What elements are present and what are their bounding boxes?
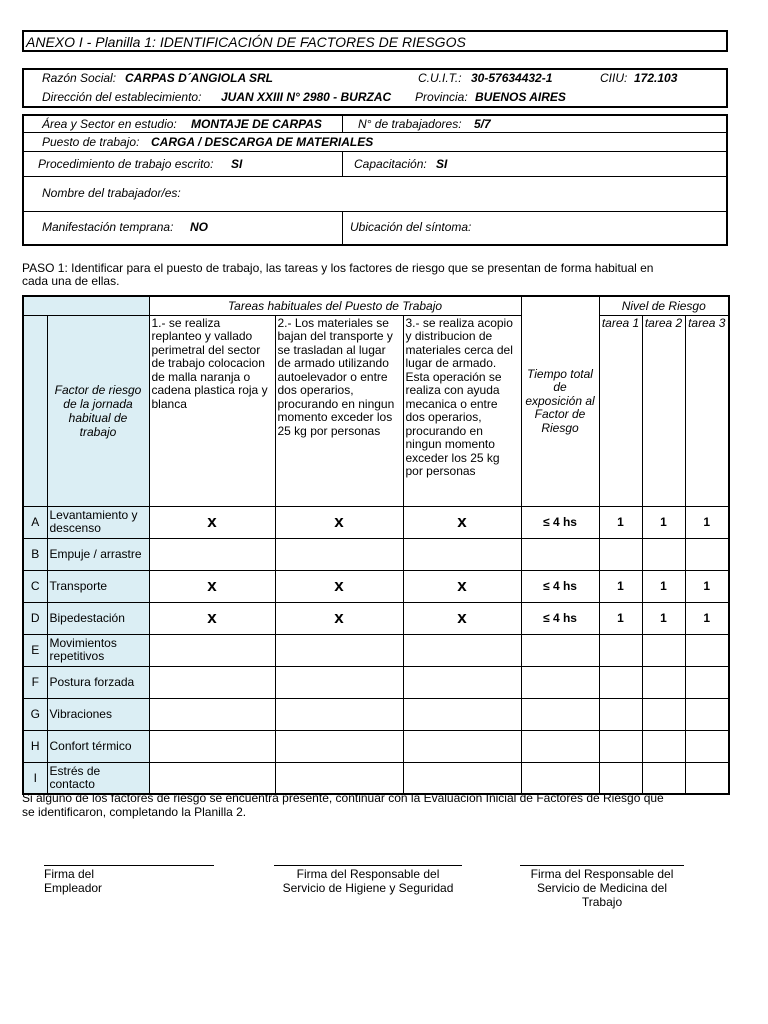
signature-medicina-line1: Firma del Responsable del	[530, 867, 674, 881]
table-row	[23, 698, 729, 730]
task-2-description: 2.- Los materiales se bajan del transporte y se trasladan al lugar de armado utilizando autoelevador o entre dos operarios, procurando en ningun momento exceder los 25 kg por personas	[275, 315, 403, 506]
task-mark	[275, 538, 403, 570]
nivel-value: 1	[599, 570, 642, 602]
task-mark	[403, 538, 521, 570]
task-mark	[149, 666, 275, 698]
nivel-value	[642, 762, 685, 794]
signature-line-higiene	[274, 865, 462, 866]
tiempo-value	[521, 634, 599, 666]
nivel-value: 1	[685, 602, 729, 634]
nivel-value	[599, 666, 642, 698]
table-row	[23, 762, 729, 794]
procedimiento-label: Procedimiento de trabajo escrito:	[38, 157, 214, 171]
row-letter: G	[23, 698, 47, 730]
tiempo-value	[521, 538, 599, 570]
tiempo-value	[521, 762, 599, 794]
nivel-value	[642, 666, 685, 698]
nivel-value	[642, 730, 685, 762]
task-mark: x	[275, 570, 403, 602]
signature-medicina-line2: Servicio de Medicina del	[536, 881, 668, 895]
footnote	[22, 792, 664, 819]
table-row	[23, 538, 729, 570]
nivel-value	[685, 762, 729, 794]
nivel-col-tarea1: tarea 1	[599, 315, 642, 506]
factor-name: Estrés de contacto	[47, 762, 149, 794]
factor-name: Postura forzada	[47, 666, 149, 698]
provincia-value: BUENOS AIRES	[475, 90, 566, 104]
row-letter: D	[23, 602, 47, 634]
signature-higiene	[268, 867, 468, 895]
ciiu-label: CIIU:	[600, 71, 628, 85]
row-letter: F	[23, 666, 47, 698]
task-mark: x	[403, 602, 521, 634]
factor-name: Empuje / arrastre	[47, 538, 149, 570]
row-letter: E	[23, 634, 47, 666]
tiempo-header: Tiempo total de exposición al Factor de Riesgo	[521, 296, 599, 506]
nivel-value: 1	[599, 602, 642, 634]
nivel-value: 1	[642, 602, 685, 634]
direccion-label: Dirección del establecimiento:	[42, 90, 202, 104]
divider	[24, 132, 726, 133]
paso1-line1: PASO 1: Identificar para el puesto de trabajo, las tareas y los factores de riesgo que se presentan de forma habitual en	[22, 261, 654, 275]
area-value: MONTAJE DE CARPAS	[191, 117, 322, 131]
nivel-col-tarea3: tarea 3	[685, 315, 729, 506]
tiempo-value	[521, 698, 599, 730]
task-mark: x	[149, 570, 275, 602]
manifestacion-label: Manifestación temprana:	[42, 220, 174, 234]
provincia-label: Provincia:	[415, 90, 468, 104]
nivel-value	[642, 634, 685, 666]
puesto-label: Puesto de trabajo:	[42, 135, 140, 149]
tiempo-value	[521, 666, 599, 698]
factor-name: Transporte	[47, 570, 149, 602]
task-mark	[403, 698, 521, 730]
row-letter: C	[23, 570, 47, 602]
nivel-col-tarea2: tarea 2	[642, 315, 685, 506]
ubicacion-label: Ubicación del síntoma:	[350, 220, 472, 234]
task-mark	[275, 762, 403, 794]
razon-social-value: CARPAS D´ANGIOLA SRL	[125, 71, 273, 85]
tiempo-value: ≤ 4 hs	[521, 602, 599, 634]
task-mark: x	[149, 506, 275, 538]
factor-name: Bipedestación	[47, 602, 149, 634]
task-mark	[275, 666, 403, 698]
signature-empleador	[44, 867, 144, 895]
nivel-value	[599, 762, 642, 794]
row-letter: A	[23, 506, 47, 538]
factor-name: Confort térmico	[47, 730, 149, 762]
tiempo-value	[521, 730, 599, 762]
task-mark	[149, 538, 275, 570]
signature-higiene-line2: Servicio de Higiene y Seguridad	[282, 881, 454, 895]
divider	[342, 151, 343, 176]
row-letter: I	[23, 762, 47, 794]
manifestacion-value: NO	[190, 220, 208, 234]
task-3-description: 3.- se realiza acopio y distribucion de materiales cerca del lugar de armado. Esta operación se realiza con ayuda mecanica o entre dos operarios, procurando en ningun momento exceder los 25 kg por personas	[403, 315, 521, 506]
task-mark	[275, 698, 403, 730]
nivel-value	[685, 666, 729, 698]
nivel-value	[685, 538, 729, 570]
divider	[24, 151, 726, 152]
tareas-header: Tareas habituales del Puesto de Trabajo	[149, 296, 521, 315]
procedimiento-value: SI	[231, 157, 243, 171]
razon-social-label: Razón Social:	[42, 71, 117, 85]
row-letter: B	[23, 538, 47, 570]
table-row	[23, 570, 729, 602]
nivel-value	[685, 634, 729, 666]
factor-header: Factor de riesgo de la jornada habitual de trabajo	[47, 315, 149, 506]
footnote-line2: se identificaron, completando la Planilla 2.	[22, 804, 247, 819]
nivel-header: Nivel de Riesgo	[599, 296, 729, 315]
trabajadores-value: 5/7	[474, 117, 491, 131]
nivel-value	[642, 698, 685, 730]
risk-factor-table	[22, 295, 730, 795]
tiempo-value: ≤ 4 hs	[521, 570, 599, 602]
table-row	[23, 634, 729, 666]
paso1-line2: cada una de ellas.	[22, 274, 120, 288]
table-row	[23, 602, 729, 634]
signature-medicina-line3: Trabajo	[581, 895, 623, 909]
nivel-value	[599, 730, 642, 762]
company-info-box	[22, 68, 728, 108]
task-mark	[403, 730, 521, 762]
task-1-description: 1.- se realiza replanteo y vallado perimetral del sector de trabajo colocacion de malla naranja o cadena plastica roja y blanca	[149, 315, 275, 506]
task-mark	[149, 634, 275, 666]
row-letter: H	[23, 730, 47, 762]
tiempo-value: ≤ 4 hs	[521, 506, 599, 538]
task-mark: x	[403, 570, 521, 602]
task-mark	[149, 698, 275, 730]
signature-medicina	[502, 867, 702, 909]
nivel-value: 1	[685, 506, 729, 538]
nivel-value	[685, 730, 729, 762]
divider	[342, 116, 343, 133]
task-mark: x	[275, 602, 403, 634]
nivel-value: 1	[642, 506, 685, 538]
factor-name: Movimientos repetitivos	[47, 634, 149, 666]
form-title: ANEXO I - Planilla 1: IDENTIFICACIÓN DE FACTORES DE RIESGOS	[26, 34, 466, 50]
task-mark: x	[149, 602, 275, 634]
nivel-value	[599, 538, 642, 570]
nivel-value	[685, 698, 729, 730]
nivel-value: 1	[685, 570, 729, 602]
task-mark	[149, 762, 275, 794]
direccion-value: JUAN XXIII N° 2980 - BURZAC	[221, 90, 392, 104]
factor-name: Levantamiento y descenso	[47, 506, 149, 538]
task-mark: x	[275, 506, 403, 538]
signature-empleador-label: Firma del Empleador	[44, 867, 103, 895]
puesto-value: CARGA / DESCARGA DE MATERIALES	[151, 135, 374, 149]
factor-name: Vibraciones	[47, 698, 149, 730]
form-title-box	[22, 30, 728, 52]
signature-higiene-line1: Firma del Responsable del	[296, 867, 440, 881]
task-mark: x	[403, 506, 521, 538]
job-info-box	[22, 114, 728, 246]
ciiu-value: 172.103	[634, 71, 678, 85]
cuit-label: C.U.I.T.:	[418, 71, 462, 85]
signature-line-empleador	[44, 865, 214, 866]
cuit-value: 30-57634432-1	[471, 71, 553, 85]
task-mark	[403, 666, 521, 698]
nivel-value	[599, 698, 642, 730]
paso1-instructions	[22, 262, 653, 288]
trabajadores-label: N° de trabajadores:	[358, 117, 462, 131]
task-mark	[275, 730, 403, 762]
nivel-value: 1	[642, 570, 685, 602]
nombre-label: Nombre del trabajador/es:	[42, 186, 181, 200]
letter-header-cell	[23, 315, 47, 506]
task-mark	[149, 730, 275, 762]
table-row	[23, 730, 729, 762]
task-mark	[403, 634, 521, 666]
signature-line-medicina	[520, 865, 684, 866]
divider	[24, 211, 726, 212]
nivel-value	[642, 538, 685, 570]
capacitacion-value: SI	[436, 157, 448, 171]
table-row	[23, 666, 729, 698]
nivel-value: 1	[599, 506, 642, 538]
divider	[24, 176, 726, 177]
capacitacion-label: Capacitación:	[354, 157, 427, 171]
table-row	[23, 506, 729, 538]
task-mark	[275, 634, 403, 666]
task-mark	[403, 762, 521, 794]
area-label: Área y Sector en estudio:	[42, 117, 177, 131]
divider	[342, 211, 343, 246]
footnote-line1: Si alguno de los factores de riesgo se encuentra presente, continuar con la Evaluación Inicial de Factores de Riesgo que	[22, 791, 664, 805]
blank-header-cell	[23, 296, 149, 315]
nivel-value	[599, 634, 642, 666]
